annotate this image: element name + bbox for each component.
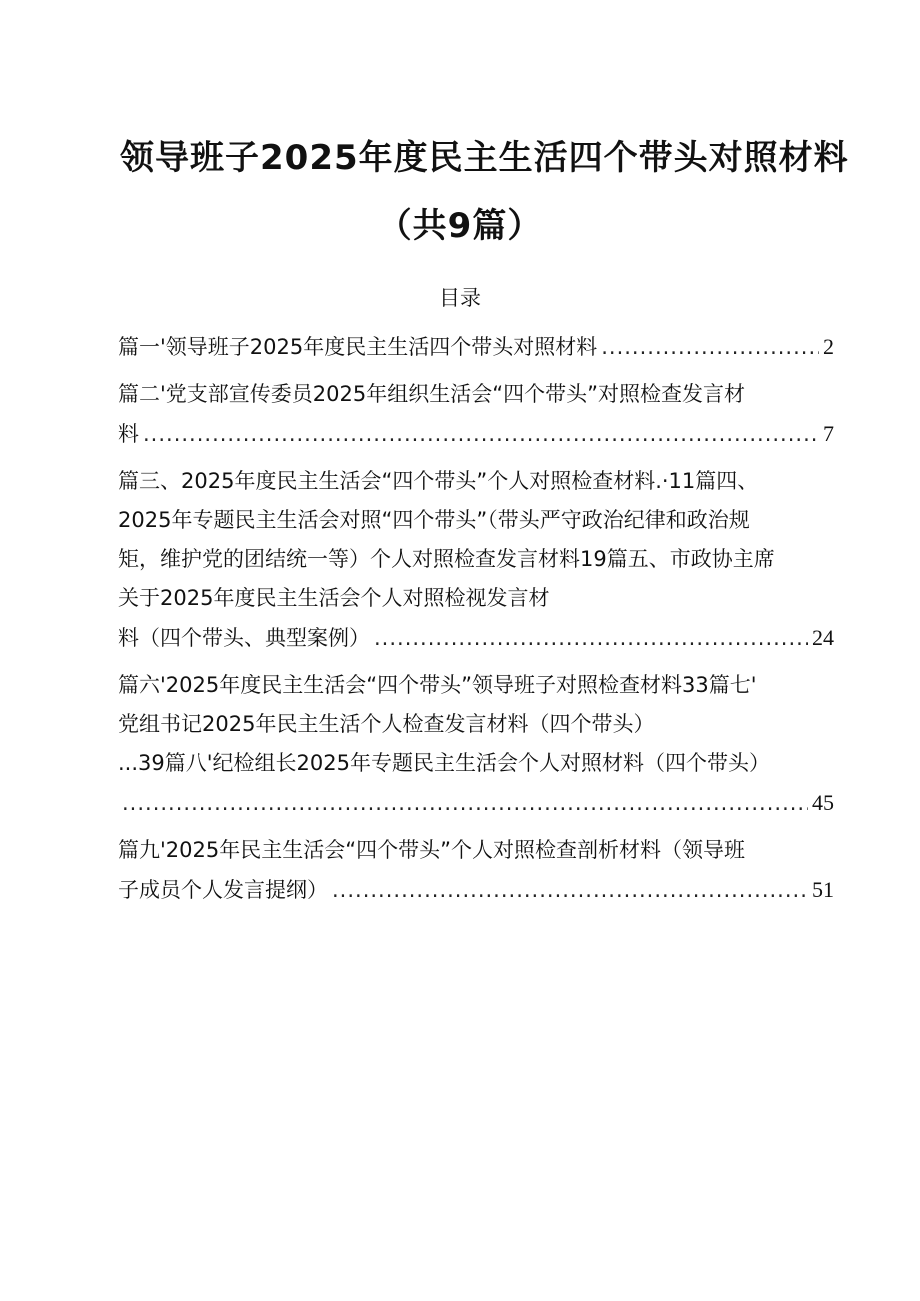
toc-page-number: 24 [812,625,834,650]
document-title [0,132,920,252]
toc-entry-text: 篇三、2025年度民主生活会“四个带头”个人对照检查材料.·11篇四、 [118,469,759,493]
toc-leader-dots [122,784,808,822]
toc-entry-text: 2025年专题民主生活会对照“四个带头”（带头严守政治纪律和政治规 [118,508,750,532]
toc-entry-text: 料 [118,422,139,446]
toc-entry-text: 关于2025年度民主生活会个人对照检视发言材 [118,586,550,610]
toc-entry-9[interactable] [118,831,834,909]
toc-page-number: 51 [812,877,834,902]
title-line-2: （共9篇） [377,206,543,246]
toc-entry-text: 矩，维护党的团结统一等）个人对照检查发言材料19篇五、市政协主席 [118,547,775,571]
toc-entry-text: ...39篇八'纪检组长2025年专题民主生活会个人对照材料（四个带头） [118,751,770,775]
toc-entry-text: 子成员个人发言提纲） [118,878,328,902]
toc-leader-dots [332,871,808,909]
toc-entry-1[interactable] [118,327,834,366]
toc-leader-dots [601,328,819,366]
toc-entry-text: 篇二'党支部宣传委员2025年组织生活会“四个带头”对照检查发言材 [118,382,745,406]
toc-entry-text: 篇九'2025年民主生活会“四个带头”个人对照检查剖析材料（领导班 [118,838,745,862]
toc-entry-6-8[interactable] [118,666,834,822]
toc-leader-dots [143,415,819,453]
toc-page-number: 45 [812,790,834,815]
toc-entry-text: 料（四个带头、典型案例） [118,626,370,650]
toc-entry-2[interactable] [118,375,834,453]
table-of-contents [118,327,834,918]
toc-leader-dots [374,619,808,657]
toc-page-number: 7 [823,421,834,446]
title-line-1: 领导班子2025年度民主生活四个带头对照材料 [120,138,849,178]
toc-page-number: 2 [823,334,834,359]
toc-entry-text: 党组书记2025年民主生活个人检查发言材料（四个带头） [118,712,655,736]
toc-entry-text: 篇一'领导班子2025年度民主生活四个带头对照材料 [118,335,598,359]
toc-entry-text: 篇六'2025年度民主生活会“四个带头”领导班子对照检查材料33篇七' [118,673,757,697]
toc-heading: 目录 [439,286,481,310]
toc-entry-3-5[interactable] [118,462,834,657]
